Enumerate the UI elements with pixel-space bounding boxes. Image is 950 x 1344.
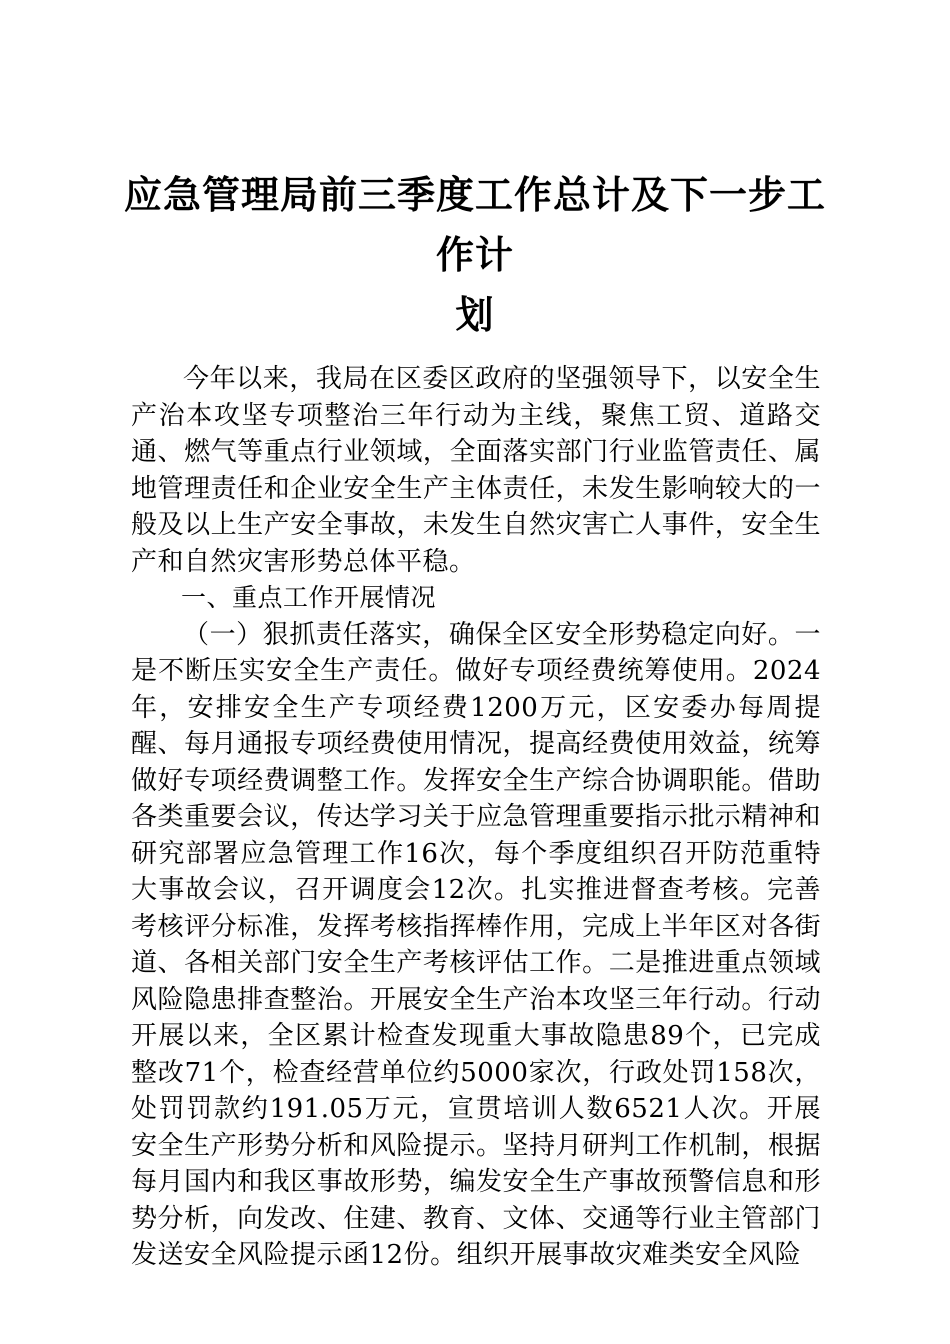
document-title-line-1: 应急管理局前三季度工作总计及下一步工作计 <box>123 173 826 277</box>
document-title <box>110 165 840 345</box>
section-paragraph: （一）狠抓责任落实，确保全区安全形势稳定向好。一是不断压实安全生产责任。做好专项经费统筹使用。2024年，安排安全生产专项经费1200万元，区安委办每周提醒、每月通报专项经费使用情况，提高经费使用效益，统筹做好专项经费调整工作。发挥安全生产综合协调职能。借助各类重要会议，传达学习关于应急管理重要指示批示精神和研究部署应急管理工作16次，每个季度组织召开防范重特大事故会议，召开调度会12次。扎实推进督查考核。完善考核评分标准，发挥考核指挥棒作用，完成上半年区对各街道、各相关部门安全生产考核评估工作。二是推进重点领域风险隐患排查整治。开展安全生产治本攻坚三年行动。行动开展以来，全区累计检查发现重大事故隐患89个，已完成整改71个，检查经营单位约5000家次，行政处罚158次，处罚罚款约191.05万元，宣贯培训人数6521人次。开展安全生产形势分析和风险提示。坚持月研判工作机制，根据每月国内和我区事故形势，编发安全生产事故预警信息和形势分析，向发改、住建、教育、文体、交通等行业主管部门发送安全风险提示函12份。组织开展事故灾难类安全风险 <box>131 619 821 1270</box>
intro-paragraph: 今年以来，我局在区委区政府的坚强领导下，以安全生产治本攻坚专项整治三年行动为主线，聚焦工贸、道路交通、燃气等重点行业领域，全面落实部门行业监管责任、属地管理责任和企业安全生产主体责任，未发生影响较大的一般及以上生产安全事故，未发生自然灾害亡人事件，安全生产和自然灾害形势总体平稳。 <box>131 364 821 577</box>
section-heading: 一、重点工作开展情况 <box>181 583 437 612</box>
document-body <box>131 361 821 1274</box>
document-title-line-2: 划 <box>455 293 495 337</box>
